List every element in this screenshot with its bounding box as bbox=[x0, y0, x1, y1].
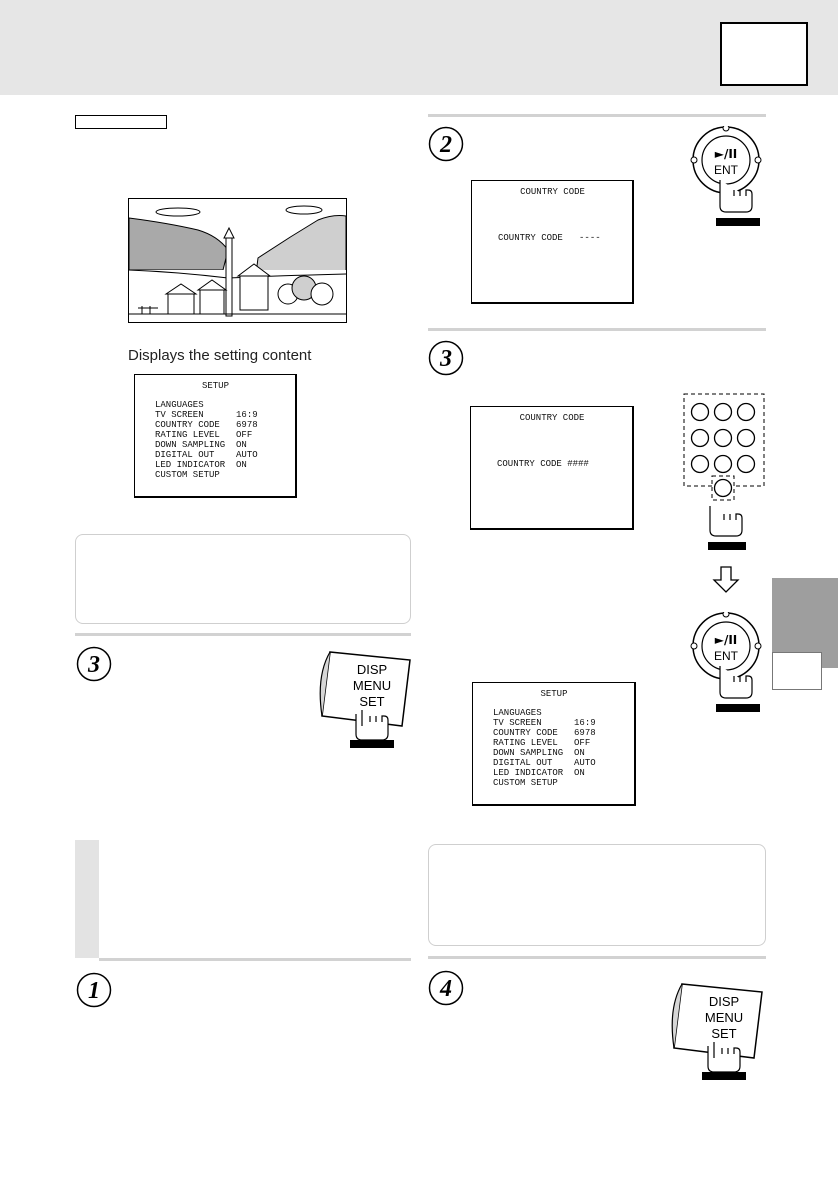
country-code-screen-title: COUNTRY CODE bbox=[520, 187, 585, 197]
note-box-left bbox=[75, 534, 411, 624]
settings-caption: Displays the setting content bbox=[128, 347, 312, 364]
step-number-badge bbox=[428, 340, 464, 376]
step-number-badge bbox=[76, 972, 112, 1008]
separator bbox=[99, 958, 411, 961]
separator bbox=[428, 114, 766, 117]
setup-item-rating-level: RATING LEVEL OFF bbox=[155, 430, 253, 440]
separator bbox=[428, 328, 766, 331]
step-number-badge bbox=[428, 970, 464, 1006]
setup-item-custom-setup: CUSTOM SETUP bbox=[155, 470, 220, 480]
separator bbox=[75, 633, 411, 636]
setup-screen-title: SETUP bbox=[540, 689, 568, 699]
step-number-badge bbox=[76, 646, 112, 682]
setup-item-country-code: COUNTRY CODE 6978 bbox=[155, 420, 258, 430]
landscape-illustration bbox=[128, 198, 348, 324]
enter-label: ENT bbox=[714, 649, 738, 663]
note-box-right bbox=[428, 844, 766, 946]
step-number-badge bbox=[428, 126, 464, 162]
setup-item-tv-screen: TV SCREEN 16:9 bbox=[155, 410, 258, 420]
setup-screen-menu bbox=[493, 708, 596, 788]
menu-label: MENU bbox=[352, 678, 392, 693]
step-number: 3 bbox=[88, 652, 100, 678]
step-number: 4 bbox=[440, 976, 452, 1002]
setup-item-led-indicator: LED INDICATOR ON bbox=[155, 460, 247, 470]
country-code-screen-title: COUNTRY CODE bbox=[519, 413, 585, 423]
step-number: 2 bbox=[440, 132, 452, 158]
page-tab-box bbox=[720, 22, 808, 86]
play-pause-symbol: ►/II bbox=[714, 633, 738, 647]
setup-item-digital-out: DIGITAL OUT AUTO bbox=[155, 450, 258, 460]
country-code-screen-blank bbox=[471, 180, 634, 304]
setup-item-languages: LANGUAGES bbox=[493, 708, 542, 718]
header-band bbox=[0, 0, 838, 95]
setup-item-rating-level: RATING LEVEL OFF bbox=[493, 738, 591, 748]
setup-screen-left bbox=[134, 374, 297, 498]
setup-item-digital-out: DIGITAL OUT AUTO bbox=[493, 758, 596, 768]
enter-button-illustration bbox=[686, 126, 766, 230]
set-label: SET bbox=[359, 694, 385, 709]
country-code-entry-line: COUNTRY CODE #### bbox=[497, 459, 589, 469]
language-side-tab bbox=[772, 652, 822, 690]
setup-item-led-indicator: LED INDICATOR ON bbox=[493, 768, 585, 778]
setup-item-down-sampling: DOWN SAMPLING ON bbox=[155, 440, 247, 450]
separator bbox=[428, 956, 766, 959]
disp-menu-set-button-illustration bbox=[668, 978, 766, 1082]
set-label: SET bbox=[711, 1026, 737, 1041]
enter-label: ENT bbox=[714, 163, 738, 177]
numeric-keypad-illustration bbox=[682, 392, 768, 552]
setup-screen-title: SETUP bbox=[201, 381, 229, 391]
setup-item-tv-screen: TV SCREEN 16:9 bbox=[493, 718, 596, 728]
section-marker-strip bbox=[75, 840, 99, 958]
country-code-entry-line: COUNTRY CODE ---- bbox=[498, 233, 601, 243]
setup-screen-right bbox=[472, 682, 636, 806]
setup-item-custom-setup: CUSTOM SETUP bbox=[493, 778, 558, 788]
down-arrow-icon bbox=[712, 566, 740, 594]
setup-item-languages: LANGUAGES bbox=[155, 400, 204, 410]
setup-item-country-code: COUNTRY CODE 6978 bbox=[493, 728, 596, 738]
country-code-screen-entered bbox=[470, 406, 634, 530]
disp-label: DISP bbox=[708, 994, 740, 1009]
step-number: 1 bbox=[88, 978, 100, 1004]
setup-item-down-sampling: DOWN SAMPLING ON bbox=[493, 748, 585, 758]
enter-button-illustration bbox=[686, 612, 766, 716]
setup-screen-menu bbox=[155, 400, 258, 480]
play-pause-symbol: ►/II bbox=[714, 147, 738, 161]
section-label-box bbox=[75, 115, 167, 129]
menu-label: MENU bbox=[704, 1010, 744, 1025]
disp-menu-set-button-illustration bbox=[316, 646, 414, 750]
step-number: 3 bbox=[440, 346, 452, 372]
disp-label: DISP bbox=[356, 662, 388, 677]
